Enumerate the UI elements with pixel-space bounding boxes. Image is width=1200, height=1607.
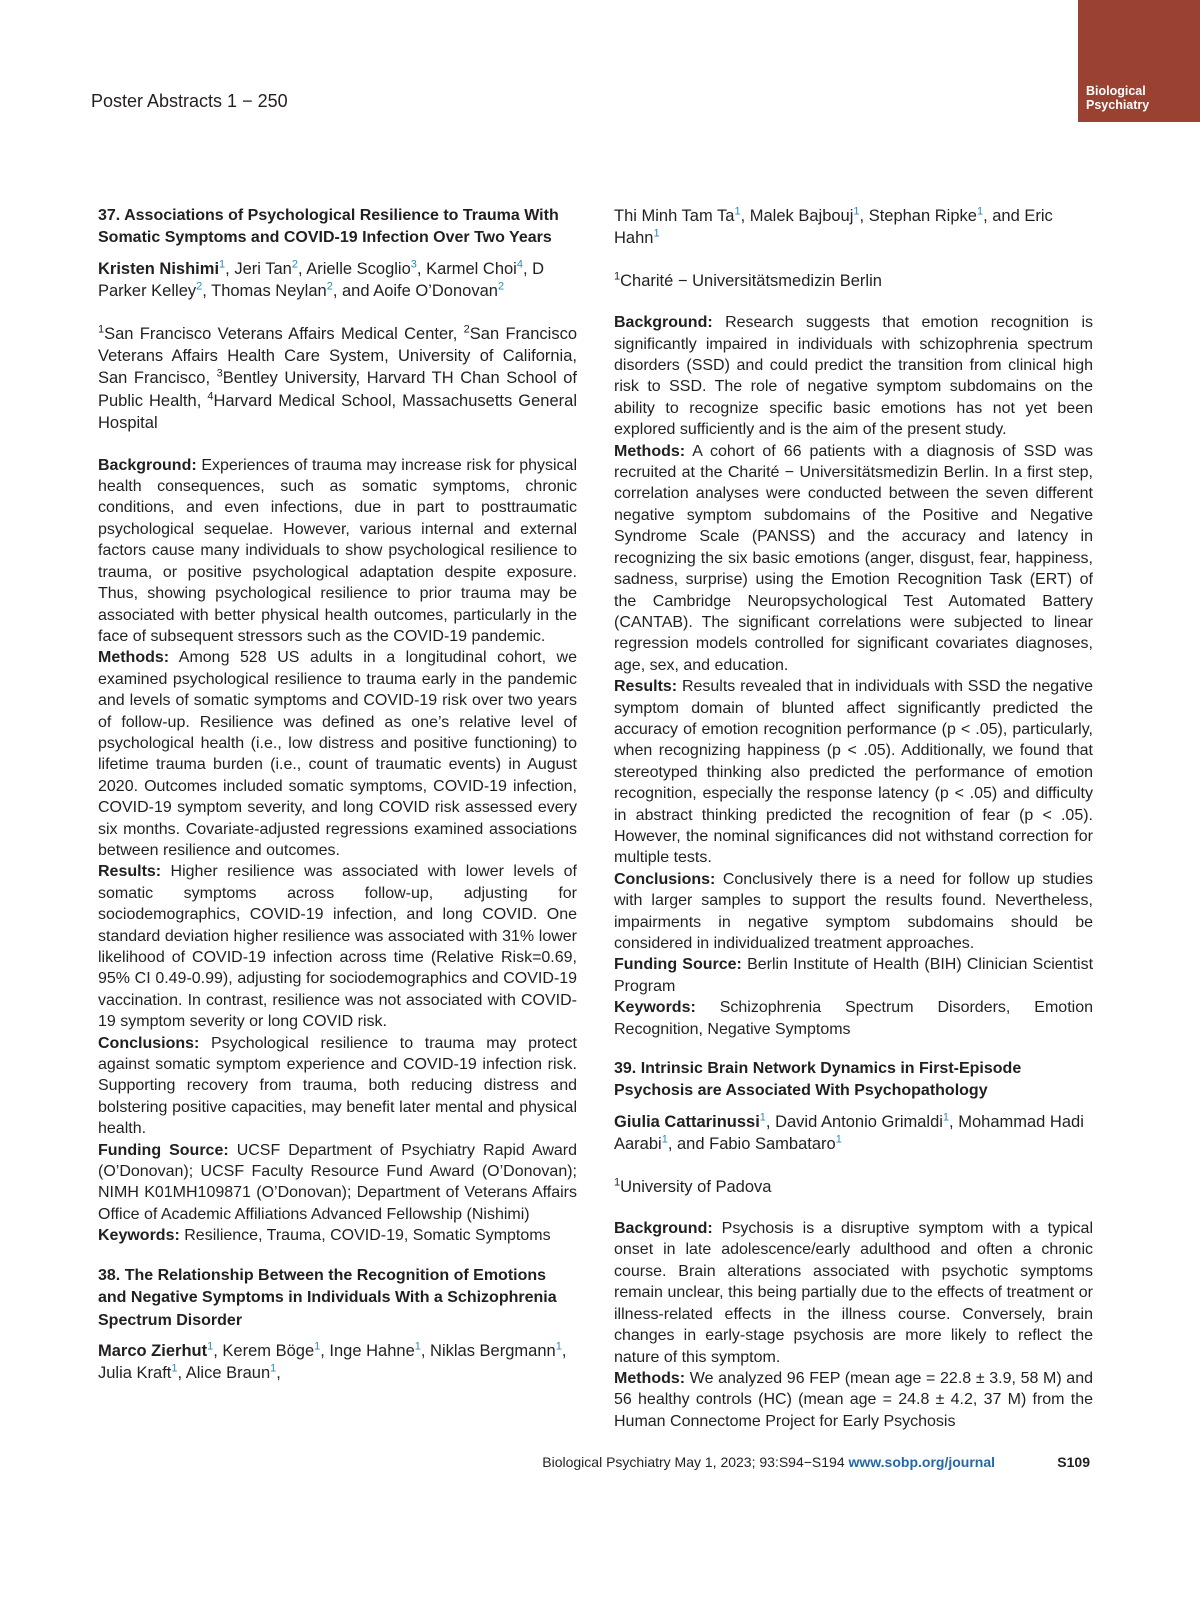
presenting-author: Kristen Nishimi	[98, 259, 220, 278]
affiliation-marker: 1	[942, 1111, 950, 1124]
affiliation-marker: 3	[410, 258, 417, 271]
journal-logo-line2: Psychiatry	[1086, 98, 1150, 112]
abstract-37-methods: Methods: Among 528 US adults in a longitudinal cohort, we examined psychological resilience to trauma early in the pandemic and levels of somatic symptoms and COVID-19 risk over two years of follow-up. Resilience was defined as one’s relative level of psychological health (i.e., low distress and positive functioning) to lifetime trauma burden (i.e., count of traumatic events) in August 2020. Outcomes included somatic symptoms, COVID-19 infection, COVID-19 symptom severity, and long COVID risk assessed every six months. Covariate-adjusted regressions examined associations between resilience and outcomes.	[98, 649, 578, 859]
affiliation-marker: 4	[516, 258, 523, 271]
author-name: Karmel Choi	[426, 259, 517, 278]
author-separator: ,	[320, 1341, 330, 1360]
abstract-38-affiliation: $^1$Charité − Universitätsmedizin Berlin	[614, 270, 882, 290]
abstract-37-conclusions: Conclusions: Psychological resilience to trauma may protect against somatic symptom experience and COVID-19 infection risk. Supporting recovery from trauma, both reducing distress and bolstering positive capacities, may benefit later mental and physical health.	[98, 1034, 578, 1138]
author-name: Mohammad Hadi Aarabi	[614, 1112, 1084, 1154]
author-separator: , and	[332, 282, 374, 301]
footer-citation: Biological Psychiatry May 1, 2023; 93:S94−S194 www.sobp.org/journal	[542, 1454, 995, 1470]
abstract-38-authors-continued	[614, 205, 1093, 250]
abstract-37-authors: Kristen Nishimi$^1$, Jeri Tan$^2$, Arielle Scoglio$^3$, Karmel Choi$^4$, D Parker Kelley$^2$, Thomas Neylan$^2$, and Aoife O’Donovan$^2$	[98, 258, 545, 301]
author-separator: ,	[202, 282, 212, 301]
affiliation-1: San Francisco Veterans Affairs Medical Center,	[104, 324, 464, 343]
abstract-39-methods: Methods: We analyzed 96 FEP (mean age = 22.8 ± 3.9, 58 M) and 56 healthy controls (HC) (mean age = 24.8 ± 4.2, 37 M) from the Human Connectome Project for Early Psychosis	[614, 1369, 1094, 1430]
abstract-38-conclusions: Conclusions: Conclusively there is a need for follow up studies with larger samples to support the results found. Nevertheless, impairments in negative symptom subdomains should be considered in individualized treatment approaches.	[614, 870, 1093, 952]
journal-url-link[interactable]: www.sobp.org/journal	[848, 1454, 995, 1470]
author-name: D Parker Kelley	[98, 259, 545, 301]
abstract-38-results: Results: Results revealed that in individuals with SSD the negative symptom domain of blunted affect significantly predicted the accuracy of emotion recognition performance (p < .05), particularly, when recognizing happiness (p < .05). Additionally, we found that stereotyped thinking also predicted the performance of emotion recognition, especially the response latency (p < .05) and difficulty in abstract thinking predicted the recognition of fear (p < .05). However, the nominal significances did not withstand correction for multiple tests.	[614, 678, 1093, 867]
author-list	[614, 207, 1053, 247]
author-name: Inge Hahne	[329, 1341, 415, 1360]
affiliation-marker: 2	[497, 280, 505, 293]
left-column	[98, 205, 577, 1405]
abstract-38-keywords: Keywords: Schizophrenia Spectrum Disorders, Emotion Recognition, Negative Symptoms	[614, 999, 1093, 1038]
author-name: Aoife O’Donovan	[373, 282, 498, 301]
presenting-author: Marco Zierhut	[98, 1341, 208, 1360]
abstract-37-affiliations: $^1$San Francisco Veterans Affairs Medical Center, $^2$San Francisco Veterans Affairs Health Care System, University of California, San Francisco, $^3$Bentley University, Harvard TH Chan School of Public Health, $^4$Harvard Medical School, Massachusetts General Hospital	[98, 323, 577, 433]
author-name: Malek Bajbouj	[749, 207, 854, 225]
author-separator: ,	[765, 1112, 776, 1131]
affiliation-marker: 1	[976, 205, 984, 218]
author-separator: ,	[522, 259, 533, 278]
author-separator: ,	[225, 259, 235, 278]
affiliation-marker: 1	[853, 205, 860, 218]
abstract-37-background: Background: Experiences of trauma may increase risk for physical health consequences, such as somatic symptoms, chronic conditions, and even infections, due in part to posttraumatic psychological sequelae. However, various internal and external factors cause many individuals to show psychological resilience to trauma, or positive psychological adaptation despite exposure. Thus, showing psychological resilience to prior trauma may be associated with better physical health outcomes, particularly in the face of subsequent stressors such as the COVID-19 pandemic.	[98, 456, 577, 645]
abstract-38-title: 38. The Relationship Between the Recognition of Emotions and Negative Symptoms in Individuals With a Schizophrenia Spectrum Disorder	[98, 1266, 557, 1329]
abstract-38-funding: Funding Source: Berlin Institute of Health (BIH) Clinician Scientist Program	[614, 956, 1094, 995]
journal-logo	[1078, 0, 1200, 122]
affiliation-marker: 1	[661, 1133, 668, 1146]
affiliation-3: Bentley University, Harvard TH Chan School of Public Health,	[98, 369, 577, 410]
author-name: Thi Minh Tam Ta	[614, 207, 735, 225]
author-name: Fabio Sambataro	[709, 1135, 836, 1154]
author-separator: ,	[416, 259, 427, 278]
affiliation-marker: 1	[653, 227, 660, 240]
affiliation-marker: 1	[414, 1340, 421, 1353]
affiliation-marker: 2	[326, 280, 333, 293]
abstract-39-affiliation: $^1$University of Padova	[614, 1176, 772, 1196]
author-separator: ,	[949, 1112, 959, 1131]
abstract-39-background: Background: Psychosis is a disruptive symptom with a typical onset in late adolescence/early adulthood and often a chronic course. Brain alterations associated with psychotic symptoms remain unclear, this being partially due to the effects of treatment or illness-related effects in the illness course. Conversely, brain changes in early-stage psychosis are more likely to reflect the nature of this symptom.	[614, 1220, 1094, 1366]
author-name: David Antonio Grimaldi	[775, 1112, 943, 1131]
page-number: S109	[1057, 1454, 1090, 1470]
author-name: Jeri Tan	[234, 259, 292, 278]
author-name: Eric Hahn	[614, 207, 1053, 248]
affiliation-marker: 2	[291, 258, 298, 271]
author-name: Niklas Bergmann	[430, 1341, 556, 1360]
affiliation-marker: 1	[734, 205, 741, 218]
abstract-39-authors: Giulia Cattarinussi$^1$, David Antonio Grimaldi$^1$, Mohammad Hadi Aarabi$^1$, and Fabio Sambataro$^1$	[614, 1111, 1084, 1154]
abstract-38-background: Background: Research suggests that emotion recognition is significantly impaired in individuals with schizophrenia spectrum disorders (SSD) and could predict the transition from clinical high risk to SSD. The role of negative symptom subdomains on the ability to recognize specific basic emotions has not yet been explored sufficiently and is the aim of the present study.	[614, 314, 1093, 439]
affiliation-marker: 1	[314, 1340, 321, 1353]
author-separator: , and	[983, 207, 1025, 225]
running-header: Poster Abstracts 1 − 250	[91, 91, 288, 111]
author-name: Thomas Neylan	[211, 282, 327, 301]
abstract-37-title: 37. Associations of Psychological Resilience to Trauma With Somatic Symptoms and COVID-19 Infection Over Two Years	[98, 207, 559, 247]
author-separator: ,	[561, 1341, 567, 1360]
author-name: Arielle Scoglio	[306, 259, 411, 278]
affiliation-marker: 1	[555, 1340, 562, 1353]
abstract-39-title: 39. Intrinsic Brain Network Dynamics in First-Episode Psychosis are Associated With Psychopathology	[614, 1060, 1022, 1100]
author-name: Julia Kraft	[98, 1364, 172, 1383]
author-name: Alice Braun	[185, 1364, 271, 1383]
affiliation-4: Harvard Medical School, Massachusetts General Hospital	[98, 391, 577, 433]
journal-logo-line1: Biological	[1086, 84, 1146, 98]
right-column	[614, 205, 1093, 1432]
author-separator: ,	[297, 259, 307, 278]
abstract-37-keywords: Keywords: Resilience, Trauma, COVID-19, Somatic Symptoms	[98, 1227, 551, 1245]
author-separator: ,	[859, 207, 869, 225]
abstract-37-results: Results: Higher resilience was associated with lower levels of somatic symptoms across follow-up, adjusting for sociodemographics, COVID-19 infection, and long COVID. One standard deviation higher resilience was associated with 31% lower likelihood of COVID-19 infection across time (Relative Risk=0.69, 95% CI 0.49-0.99), adjusting for sociodemographics and COVID-19 vaccination. In contrast, resilience was not associated with COVID-19 symptom severity or long COVID risk.	[98, 863, 578, 1031]
affiliation-marker: 1	[171, 1362, 178, 1375]
author-separator: ,	[740, 207, 750, 225]
author-separator: ,	[420, 1341, 431, 1360]
author-name: Stephan Ripke	[868, 207, 977, 225]
affiliation-2: San Francisco Veterans Affairs Health Care System, University of California, San Francisco,	[98, 324, 577, 388]
affiliation-marker: 2	[196, 280, 203, 293]
affiliation-marker: 1	[270, 1362, 277, 1375]
abstract-38-methods: Methods: A cohort of 66 patients with a diagnosis of SSD was recruited at the Charité − Universitätsmedizin Berlin. In a first step, correlation analyses were conducted between the seven different negative symptom subdomains of the Positive and Negative Syndrome Scale (PANSS) and the accuracy and latency in recognizing the six basic emotions (anger, disgust, fear, happiness, sadness, surprise) using the Emotion Recognition Task (ERT) of the Cambridge Neuropsychological Test Automated Battery (CANTAB). The significant correlations were subjected to linear regression models controlled for significant covariates diagnoses, age, sex, and education.	[614, 442, 1093, 674]
author-name: Kerem Böge	[222, 1341, 315, 1360]
abstract-38-authors: Marco Zierhut$^1$, Kerem Böge$^1$, Inge Hahne$^1$, Niklas Bergmann$^1$, Julia Kraft$^1$, Alice Braun$^1$,	[98, 1340, 567, 1383]
author-separator: ,	[213, 1341, 223, 1360]
author-separator: ,	[177, 1364, 186, 1383]
author-separator: , and	[667, 1135, 710, 1154]
abstract-37-funding: Funding Source: UCSF Department of Psychiatry Rapid Award (O’Donovan); UCSF Faculty Resource Fund Award (O’Donovan); NIMH K01MH109871 (O’Donovan); Department of Veterans Affairs Office of Academic Affiliations Advanced Fellowship (Nishimi)	[98, 1141, 577, 1223]
presenting-author: Giulia Cattarinussi	[614, 1112, 760, 1131]
affiliation-marker: 1	[835, 1133, 842, 1146]
